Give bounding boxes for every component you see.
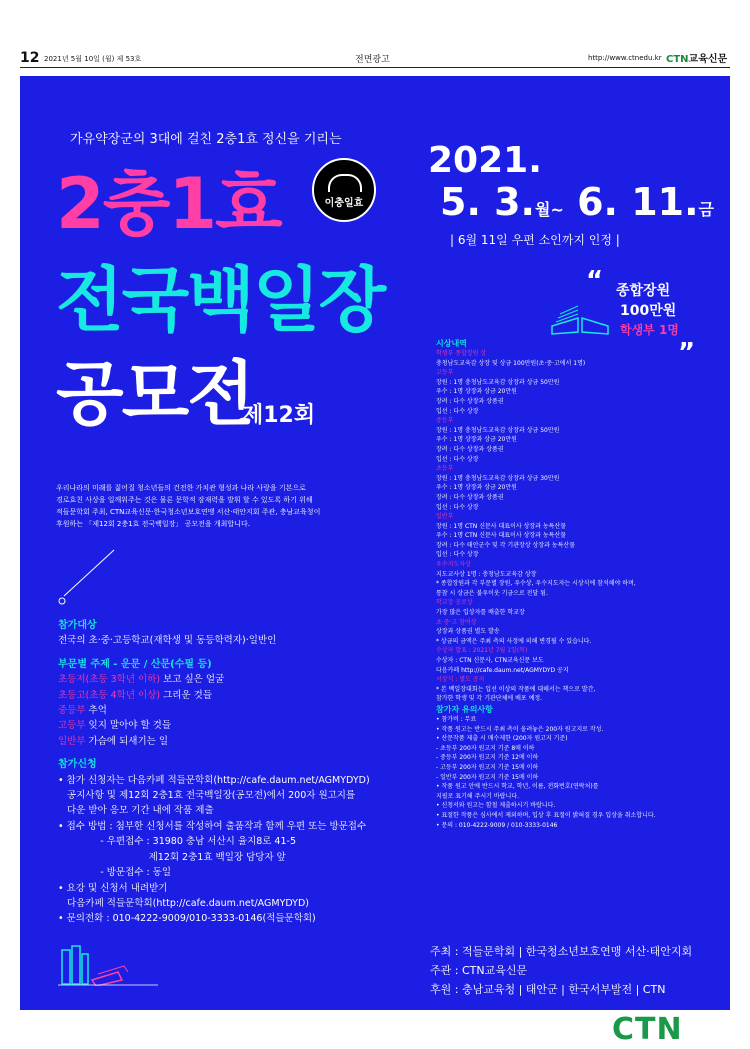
topic-heading: 부문별 주제 - 운문 / 산문(수필 등) — [58, 658, 212, 670]
topic-label: 초등고(초등 4학년 이상) — [58, 689, 161, 701]
awards-line: 우수 : 1명 상장과 상금 20만원 — [436, 388, 517, 396]
awards-line: 통참 시 상금은 불우이웃 기금으로 전달 됨. — [436, 589, 548, 597]
books-icon — [58, 942, 158, 986]
awards-line: - 초등부 200자 원고지 기준 8매 이하 — [436, 744, 535, 752]
topic-item — [58, 703, 408, 718]
intro-line: 후원하는 「제12회 2충1효 전국백일장」 공모전을 개최합니다. — [56, 520, 250, 528]
topic-text: 추억 — [85, 705, 107, 717]
logo-subtext: 교육신문 — [688, 54, 728, 65]
awards-line: 초등부 — [436, 465, 454, 473]
awards-line: 학생부 종합장원 상 — [436, 350, 487, 357]
awards-line: 장원 : 1명 충청남도교육감 상장과 상금 50만원 — [436, 426, 560, 434]
awards-line: 시상식 : 별도 공지 — [436, 676, 485, 684]
topic-item — [58, 734, 408, 749]
apply-list — [58, 773, 408, 927]
awards-line: 중등부 — [436, 417, 454, 425]
awards-line: * 본 백일장대회는 입선 이상의 작품에 대해서는 책으로 발간, — [436, 685, 596, 693]
site-url[interactable]: http://www.ctnedu.kr — [588, 54, 662, 62]
apply-heading: 참가신청 — [58, 759, 97, 771]
poster-kicker: 가유약장군의 3대에 걸친 2충1효 정신을 기리는 — [70, 132, 342, 147]
topic-label: 중등부 — [58, 705, 86, 717]
awards-line: 일반부 — [436, 513, 454, 521]
topic-text: 보고 싶은 얼굴 — [160, 674, 225, 686]
awards-line: • 신청서와 원고는 함철 제출하시기 바랍니다. — [436, 802, 556, 810]
awards-line: 장원 : 1명 충청남도교육감 상장과 상금 30만원 — [436, 474, 560, 482]
issue-date: 2021년 5월 10일 (월) 제 53호 — [44, 55, 142, 63]
apply-line: - 방문접수 : 동일 — [58, 867, 172, 879]
newspaper-header — [0, 44, 750, 70]
awards-line: • 문의 : 010-4222-9009 / 010-3333-0146 — [436, 821, 558, 829]
awards-list — [436, 338, 726, 830]
organizers — [430, 942, 692, 999]
organizer-sponsor: 후원 : 충남교육청 | 태안군 | 한국서부발전 | CTN — [430, 983, 666, 996]
apply-line: - 우편접수 : 31980 충남 서산시 율지8로 41-5 — [58, 836, 296, 848]
apply-line: 다음카페 적들문학회(http://cafe.daum.net/AGMYDYD) — [58, 897, 309, 909]
contest-dates: 5. 3.월~ 6. 11.금 — [440, 180, 714, 224]
entry-info — [58, 618, 408, 927]
intro-line: 우리나라의 미래를 짊어질 청소년들의 건전한 가치관 형성과 나라 사랑을 기본으로 — [56, 484, 306, 492]
awards-line: 우수 : 1명 상장과 상금 20만원 — [436, 484, 517, 492]
grand-prize-line2: 100만원 — [620, 303, 677, 319]
awards-line: 수상자 발표 : 2021년 7월 1일(목) — [436, 647, 528, 655]
awards-line: 상장과 상품권 별도 발송 — [436, 628, 500, 636]
awards-line: 입선 : 다수 상장 — [436, 551, 479, 559]
awards-line: 우수 : 1명 CTN 신문사 대표이사 상장과 농특산물 — [436, 532, 567, 540]
postmark-note: | 6월 11일 우편 소인까지 인정 | — [450, 233, 620, 247]
awards-line: 장려 : 다수 상장과 상품권 — [436, 493, 504, 501]
decorative-line-icon — [58, 546, 128, 606]
section-label: 전면광고 — [355, 55, 390, 65]
apply-line: 공지사항 및 제12회 2충1효 전국백일장(공모전)에서 200자 원고지를 — [58, 790, 356, 802]
ctn-footer-logo: CTN — [612, 1012, 683, 1047]
awards-line: * 상금의 금액은 주최 측의 사정에 의해 변경될 수 있습니다. — [436, 637, 592, 645]
poster-title-line1: 2충1효 — [56, 163, 281, 245]
organizer-host: 주최 : 적들문학회 | 한국청소년보호연맹 서산·태안지회 — [430, 945, 693, 958]
logo-text: CTN — [666, 54, 689, 65]
awards-line: 입선 : 다수 상장 — [436, 455, 479, 463]
awards-line: 장원 : 1명 CTN 신문사 대표이사 상장과 농특산물 — [436, 522, 567, 530]
awards-line: • 표절한 작품은 심사에서 제외하며, 입상 후 표절이 밝혀질 경우 입상을 취소합니다. — [436, 811, 656, 819]
eligibility-heading: 참가대상 — [58, 620, 97, 631]
awards-line: 충청남도교육감 상장 및 상금 100만원(초·중·고에서 1명) — [436, 359, 586, 367]
grand-prize-line1: 종합장원 — [616, 283, 671, 299]
awards-line: 우수 : 1명 상장과 상금 20만원 — [436, 436, 517, 444]
topic-text: 잊지 말아야 할 것들 — [85, 720, 172, 732]
ctn-logo — [666, 50, 727, 65]
topic-item — [58, 718, 408, 733]
apply-line: • 요강 및 신청서 내려받기 — [58, 882, 168, 894]
topic-item — [58, 688, 408, 703]
awards-line: - 고등부 200자 원고지 기준 15매 이하 — [436, 763, 539, 771]
topic-label: 고등부 — [58, 720, 86, 732]
topic-text: 그리운 것들 — [160, 689, 213, 701]
apply-line: 제12회 2충1효 백일장 담당자 앞 — [58, 851, 286, 863]
awards-line: 입선 : 다수 상장 — [436, 407, 479, 415]
contest-year: 2021. — [428, 140, 542, 181]
awards-line: • 작품 원고는 반드시 주최 측이 올려놓은 200자 원고지로 작성. — [436, 725, 604, 733]
apply-line: • 문의전화 : 010-4222-9009/010-3333-0146(적들문학회) — [58, 913, 316, 925]
quote-close: ” — [678, 338, 696, 368]
awards-line: 지필로 표기해 주시기 바랍니다. — [436, 792, 519, 800]
awards-line: • 산문작품 제출 시 매수제한 (200자 원고지 기준) — [436, 735, 568, 743]
grand-prize-line3: 학생부 1명 — [620, 323, 679, 337]
awards-line: • 작품 원고 안에 반드시 학교, 학년, 이름, 전화번호(연락처)를 — [436, 783, 599, 791]
awards-line: 다음카페 http://cafe.daum.net/AGMYDYD 공지 — [436, 666, 569, 674]
poster-title-line2: 전국백일장 — [56, 259, 385, 341]
contest-poster — [20, 76, 730, 1010]
awards-line: 고등부 — [436, 369, 454, 377]
topic-text: 가슴에 되새기는 일 — [85, 735, 169, 747]
awards-line: - 중등부 200자 원고지 기준 12매 이하 — [436, 754, 539, 762]
topic-label: 일반부 — [58, 735, 86, 747]
quote-open: “ — [586, 266, 604, 296]
awards-line: 초·중·고 참여상 — [436, 618, 477, 626]
awards-line: 학교장 공로상 — [436, 599, 473, 607]
awards-line: * 종합장원과 각 부문별 장원, 우수상, 우수지도자는 시상식에 참석해야 하며, — [436, 580, 636, 588]
awards-line: 시상내역 — [436, 339, 467, 348]
awards-line: • 참가비 : 무료 — [436, 715, 477, 723]
awards-line: 참가자 유의사항 — [436, 704, 493, 714]
intro-line: 적들문학회 주최, CTN교육신문·한국청소년보호연맹 서산·태안지회 주관, 충남교육청이 — [56, 508, 321, 516]
apply-line: • 참가 신청자는 다음카페 적들문학회(http://cafe.daum.net/AGMYDYD) — [58, 774, 370, 786]
topic-item — [58, 672, 408, 687]
edition-label: 제12회 — [242, 403, 316, 428]
awards-line: 우수지도자상 — [436, 561, 471, 569]
page-number: 12 — [20, 50, 40, 66]
intro-paragraph — [56, 482, 386, 530]
awards-line: 가장 많은 입상자를 배출한 학교장 — [436, 609, 525, 617]
intro-line: 경로효친 사상을 일깨워주는 것은 물론 문학적 잠재력을 발휘 할 수 있도록 하기 위해 — [56, 496, 313, 504]
awards-line: - 일반부 200자 원고지 기준 15매 이하 — [436, 773, 539, 781]
apply-line: 다운 받아 응모 기간 내에 작품 제출 — [58, 805, 214, 817]
header-divider — [20, 67, 730, 68]
awards-line: 참가한 학생 및 각 기관단체에 배포 예정. — [436, 695, 543, 703]
awards-line: 장려 : 다수 상장과 상품권 — [436, 445, 504, 453]
eligibility-text: 전국의 초·중·고등학교(재학생 및 동등학력자)·일반인 — [58, 635, 277, 647]
organizer-manager: 주관 : CTN교육신문 — [430, 964, 528, 977]
awards-line: 수상자 : CTN 신문사, CTN교육신문 보도 — [436, 657, 544, 664]
awards-line: 장려 : 다수 상장과 상품권 — [436, 397, 504, 405]
awards-line: 장원 : 1명 충청남도교육감 상장과 상금 50만원 — [436, 378, 560, 386]
awards-line: 장려 : 다수 태안군수 및 각 기관장상 상장과 농특산물 — [436, 541, 575, 549]
topic-label: 초등저(초등 3학년 이하) — [58, 674, 161, 686]
apply-line: • 접수 방법 : 첨부한 신청서를 작성하여 출품작과 함께 우편 또는 방문접수 — [58, 820, 367, 832]
seal-text: 이충일효 — [324, 198, 364, 209]
awards-line: 입선 : 다수 상장 — [436, 503, 479, 511]
open-book-icon — [550, 296, 610, 336]
awards-line: 지도교사상 1명 : 충청남도교육감 상장 — [436, 570, 537, 578]
seal-emblem-icon — [312, 158, 376, 222]
poster-title-line3: 공모전 — [56, 353, 253, 435]
topic-list — [58, 672, 408, 749]
